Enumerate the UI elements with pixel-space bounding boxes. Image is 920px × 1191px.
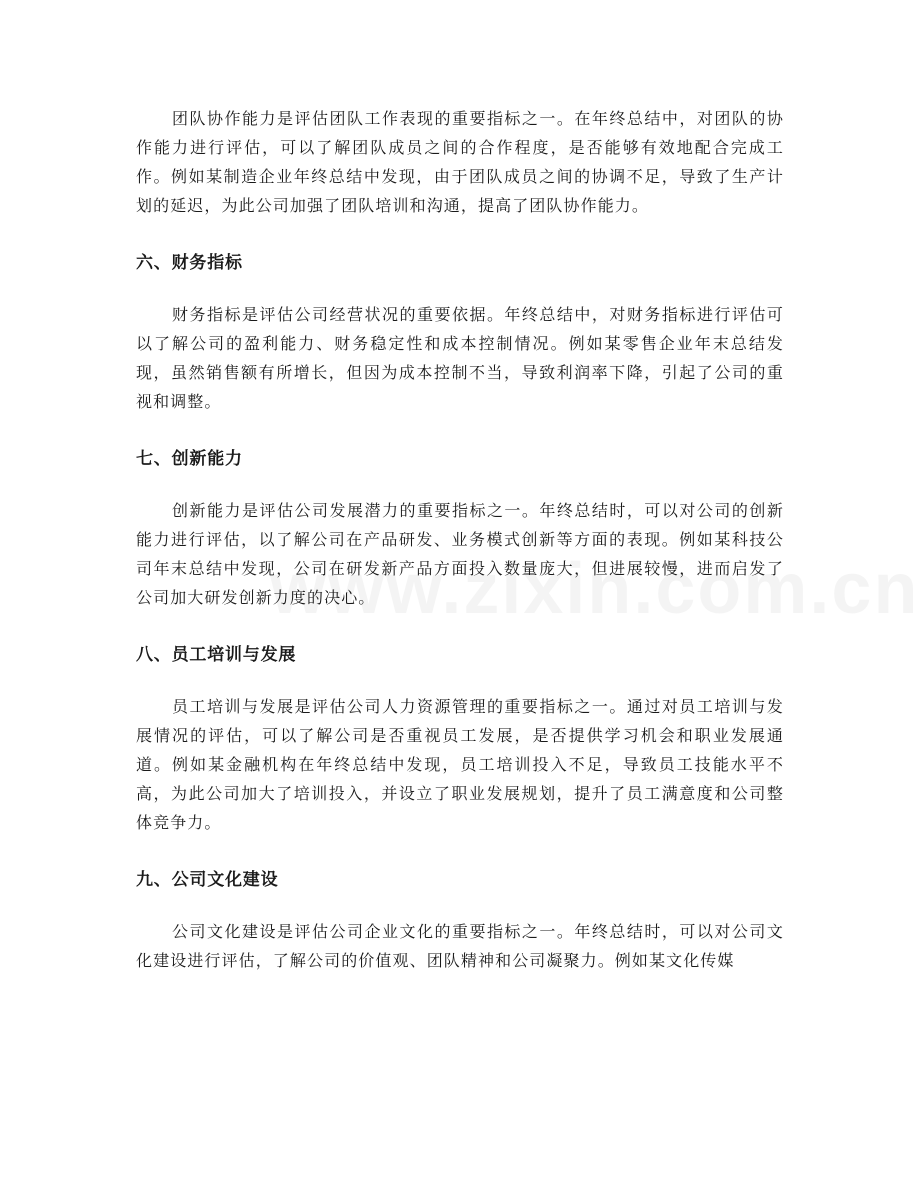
paragraph-innovation: 创新能力是评估公司发展潜力的重要指标之一。年终总结时，可以对公司的创新能力进行评估，以了解公司在产品研发、业务模式创新等方面的表现。例如某科技公司年末总结中发现，公司在研发新产品方面投入数量庞大，但进展较慢，进而启发了公司加大研发创新力度的决心。 [136, 501, 784, 607]
heading-training: 八、员工培训与发展 [136, 645, 297, 665]
paragraph-training: 员工培训与发展是评估公司人力资源管理的重要指标之一。通过对员工培训与发展情况的评估，可以了解公司是否重视员工发展，是否提供学习机会和职业发展通道。例如某金融机构在年终总结中发现，员工培训投入不足，导致员工技能水平不高，为此公司加大了培训投入，并设立了职业发展规划，提升了员工满意度和公司整体竞争力。 [136, 697, 784, 832]
heading-finance: 六、财务指标 [136, 253, 243, 273]
paragraph-teamwork: 团队协作能力是评估团队工作表现的重要指标之一。在年终总结中，对团队的协作能力进行评估，可以了解团队成员之间的合作程度，是否能够有效地配合完成工作。例如某制造企业年终总结中发现，由于团队成员之间的协调不足，导致了生产计划的延迟，为此公司加强了团队培训和沟通，提高了团队协作能力。 [136, 109, 784, 215]
paragraph-culture: 公司文化建设是评估公司企业文化的重要指标之一。年终总结时，可以对公司文化建设进行评估，了解公司的价值观、团队精神和公司凝聚力。例如某文化传媒 [136, 922, 784, 970]
heading-culture: 九、公司文化建设 [136, 870, 279, 890]
paragraph-finance: 财务指标是评估公司经营状况的重要依据。年终总结中，对财务指标进行评估可以了解公司的盈利能力、财务稳定性和成本控制情况。例如某零售企业年末总结发现，虽然销售额有所增长，但因为成本控制不当，导致利润率下降，引起了公司的重视和调整。 [136, 305, 784, 411]
document-body [136, 104, 784, 975]
heading-innovation: 七、创新能力 [136, 449, 243, 469]
